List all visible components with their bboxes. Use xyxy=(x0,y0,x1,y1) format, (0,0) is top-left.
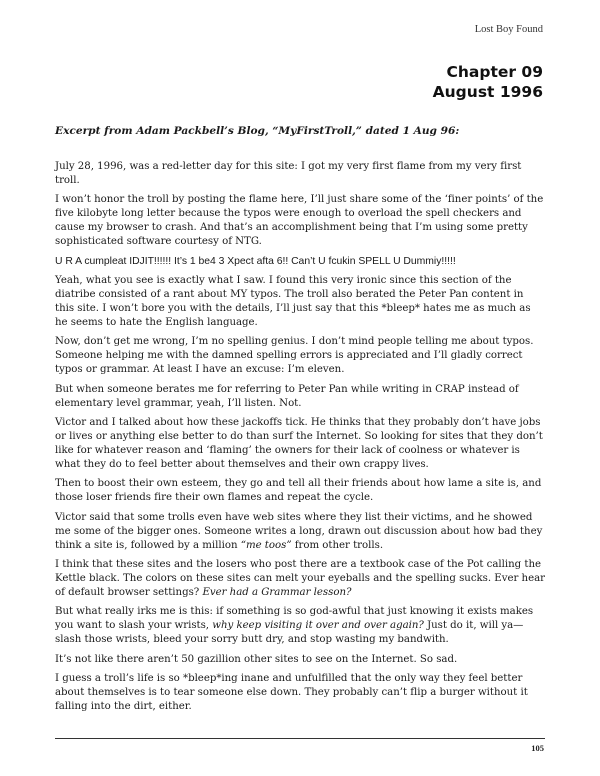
paragraph-text: But what really irks me is this: if something is so god-awful that just knowing it exists makes you want to slash your wrists, xyxy=(55,606,534,632)
paragraph: It’s not like there aren’t 50 gazillion other sites to see on the Internet. So sad. xyxy=(55,653,458,665)
paragraph: I won’t honor the troll by posting the flame here, I’ll just share some of the ‘finer points’ of the five kilobyte long letter because the typos were enough to overload the spell checkers and cause my browser to crash. And that’s an accomplishment being that I’m using some pretty sophisticated software courtesy of NTG. xyxy=(55,194,544,248)
running-head: Lost Boy Found xyxy=(474,24,543,35)
chapter-date: August 1996 xyxy=(432,83,543,101)
paragraph: I guess a troll’s life is so *bleep*ing inane and unfulfilled that the only way they feel better about themselves is to tear someone else down. They probably can’t flip a burger without it falling into the dirt, either. xyxy=(55,673,528,712)
footer-rule xyxy=(55,738,545,739)
paragraph: Then to boost their own esteem, they go and tell all their friends about how lame a site is, and those loser friends fire their own flames and repeat the cycle. xyxy=(55,478,542,504)
paragraph: Yeah, what you see is exactly what I saw. I found this very ironic since this section of the diatribe consisted of a rant about MY typos. The troll also berated the Peter Pan content in this site. I won’t bore you with the details, I’ll just say that this *bleep* hates me as much as he seems to hate the English language. xyxy=(55,275,531,328)
paragraph-text: from other trolls. xyxy=(291,539,384,551)
emphasis: Ever had a Grammar lesson? xyxy=(202,586,352,598)
page-number: 105 xyxy=(531,743,544,753)
emphasis: why keep visiting it over and over again? xyxy=(212,620,424,632)
paragraph xyxy=(55,511,545,553)
paragraph xyxy=(55,558,545,600)
chapter-heading xyxy=(433,62,543,102)
body-text xyxy=(55,160,545,719)
paragraph: But when someone berates me for referring to Peter Pan while writing in CRAP instead of elementary level grammar, yeah, I’ll listen. Not. xyxy=(55,383,519,409)
paragraph xyxy=(55,605,545,647)
paragraph: Victor and I talked about how these jackoffs tick. He thinks that they probably don’t have jobs or lives or anything else better to do than surf the Internet. So looking for sites that they don’t like for whatever reason and ‘flaming’ the owners for their lack of coolness or whatever is what they do to feel better about themselves and their own crappy lives. xyxy=(55,417,543,470)
paragraph: Now, don’t get me wrong, I’m no spelling genius. I don’t mind people telling me about typos. Someone helping me with the damned spelling errors is appreciated and I’ll gladly correct typos or grammar. At least I have an excuse: I’m eleven. xyxy=(55,336,534,376)
paragraph-text: Just do it, will ya—slash those wrists, bleed your sorry butt dry, and stop wasting my bandwith. xyxy=(55,620,524,646)
quoted-flame: U R A cumpleat IDJIT!!!!!! It’s 1 be4 3 Xpect afta 6!! Can’t U fcukin SPELL U Dummiy!!!!! xyxy=(55,255,456,267)
emphasis: “me toos” xyxy=(240,539,292,551)
paragraph-text: I think that these sites and the losers who post there are a textbook case of the Pot calling the Kettle black. The colors on these sites can melt your eyeballs and the spelling sucks. Ever hear of default browser settings? xyxy=(55,559,545,598)
excerpt-heading: Excerpt from Adam Packbell’s Blog, “MyFirstTroll,” dated 1 Aug 96: xyxy=(55,125,460,137)
paragraph: July 28, 1996, was a red-letter day for this site: I got my very first flame from my very first troll. xyxy=(55,161,522,186)
paragraph-text: Victor said that some trolls even have web sites where they list their victims, and he showed me some of the bigger ones. Someone writes a long, drawn out discussion about how bad they think a site is, followed by a million xyxy=(55,511,543,551)
chapter-number: Chapter 09 xyxy=(446,63,543,81)
